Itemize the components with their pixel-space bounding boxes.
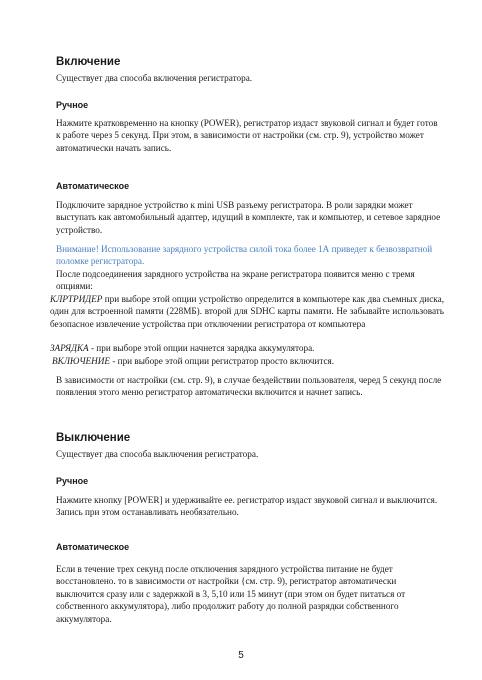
section-title-on: Включение bbox=[56, 56, 121, 68]
menu-option-charge bbox=[50, 342, 444, 354]
option-name-power-on: ВКЛЮЧЕНИЕ bbox=[52, 356, 111, 366]
off-manual-heading: Ручное bbox=[56, 476, 89, 486]
off-intro: Существует два способа выключения регистратора. bbox=[56, 449, 259, 459]
on-intro: Существует два способа включения регистратора. bbox=[56, 73, 253, 83]
warning-note: Внимание! Использование зарядного устройства силой тока более 1А приведет к безвозвратной поломке регистратора. bbox=[56, 244, 433, 267]
option-name-cardreader: КЛРТРИДЕР bbox=[50, 294, 103, 304]
option-desc-charge: - при выборе этой опции начнется зарядка аккумулятора. bbox=[88, 343, 315, 353]
option-desc-power-on: - при выборе этой опции регистратор просто включится. bbox=[110, 356, 335, 366]
page-number: 5 bbox=[238, 650, 244, 661]
option-desc-cardreader: при выборе этой опции устройство определится в компьютере как два съемных диска, один для встроенной памяти (228МБ). второй для SDHC карты памяти. Не забывайте использовать безопасное извлечение устройства при отключении регистратора от компьютера bbox=[50, 294, 444, 329]
idle-text: В зависимости от настройки (см. стр. 9), в случае бездействии пользователя, черед 5 секунд после появления этого меню регистратор автоматически включится и начнет запись. bbox=[56, 375, 442, 398]
menu-option-cardreader bbox=[50, 293, 444, 330]
on-manual-heading: Ручное bbox=[56, 100, 89, 110]
off-auto-heading: Автоматическое bbox=[56, 542, 130, 552]
on-auto-heading: Автоматическое bbox=[56, 181, 130, 191]
option-name-charge: ЗАРЯДКА bbox=[50, 343, 89, 353]
off-auto-text: Если в течение трех секунд после отключения зарядного устройства питание не будет восстановлено. то в зависимости от настройки {см. стр. 9), регистратор автоматически выключится сразу или с задержкой в 3, 5,10 или 15 минут (при этом он будет питаться от собственного аккумулятора), либо продолжит работу до полной разрядки собственного аккумулятора. bbox=[56, 564, 406, 624]
off-manual-text: Нажмите кнопку [POWER] и удерживайте ее. регистратор издаст звуковой сигнал и выключится. Запись при этом останавливать необязательно. bbox=[56, 495, 438, 518]
menu-intro: После подсоединения зарядного устройства на экране регистратора появится меню с тремя опциями: bbox=[56, 269, 415, 292]
on-auto-text: Подключите зарядное устройство к mini USB разъему регистратора. В роли зарядки может выступать как автомобильный адаптер, идущий в комплекте, так и компьютер, и сетевое зарядное устройство. bbox=[56, 200, 441, 235]
section-title-off: Выключение bbox=[56, 432, 131, 444]
on-manual-text: Нажмите кратковременно на кнопку (POWER), регистратор издаст звуковой сигнал и будет готов к работе через 5 секунд. При этом, в зависимости от настройки (см. стр. 9), устройство может автоматически начать запись. bbox=[56, 118, 438, 153]
menu-option-power-on bbox=[52, 355, 444, 367]
